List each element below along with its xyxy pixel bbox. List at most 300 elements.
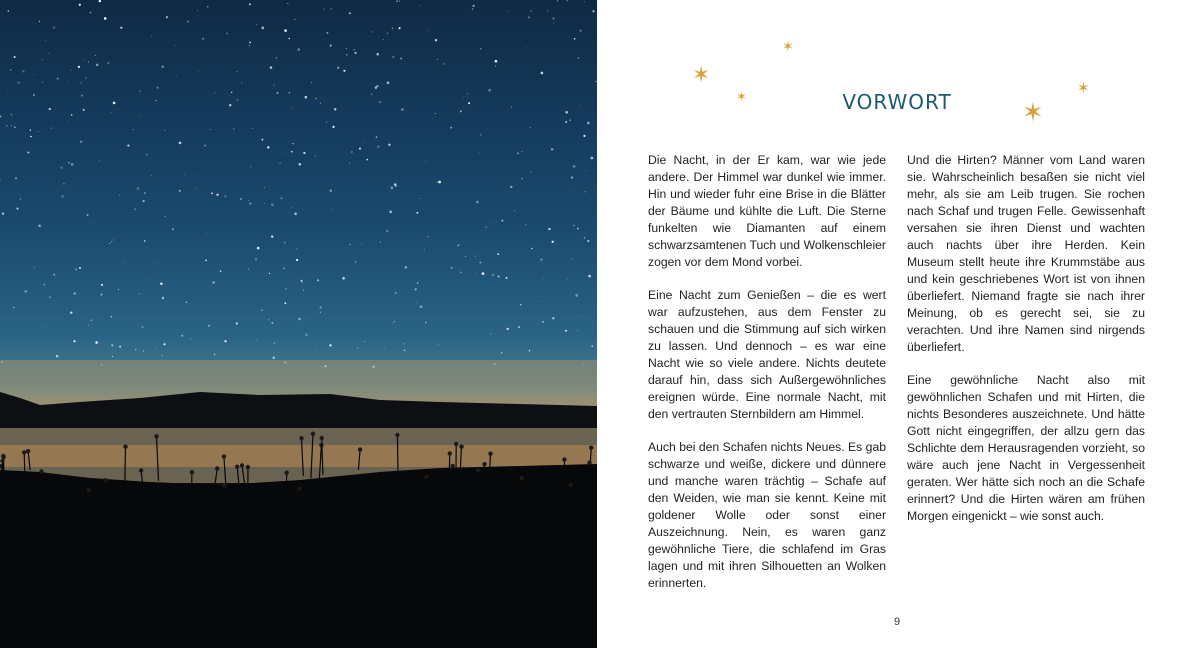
star-dot [226,33,228,35]
star-dot [73,292,76,295]
text-column-left [648,152,886,608]
star-dot [343,70,345,72]
star-dot [147,279,148,280]
star-dot [112,356,113,357]
star-dot [565,121,567,123]
star-dot [531,248,532,249]
six-point-star-icon: ✶ [782,38,794,54]
star-dot [2,213,4,215]
star-dot [501,352,502,353]
star-dot [359,147,361,149]
star-dot [101,294,103,296]
star-dot [216,194,218,196]
star-dot [317,279,319,281]
star-dot [517,152,518,153]
star-dot [284,242,286,244]
star-dot [577,330,578,331]
star-dot [320,312,321,313]
grass-seedhead [26,449,30,453]
star-dot [14,56,16,58]
star-dot [292,143,293,144]
star-dot [96,64,99,67]
star-dot [580,105,581,106]
star-dot [144,192,146,194]
star-dot [302,282,303,283]
star-dot [435,113,436,114]
star-dot [262,139,264,141]
star-dot [272,357,275,360]
starfield [0,0,597,370]
grass-seedhead [311,432,315,436]
star-dot [573,165,576,168]
star-dot [118,289,119,290]
star-dot [506,277,508,279]
star-dot [256,340,257,341]
star-dot [39,21,40,22]
star-dot [351,151,352,152]
star-dot [376,85,378,87]
star-dot [417,282,419,284]
star-dot [315,156,316,157]
star-dot [156,100,157,101]
star-dot [395,292,397,294]
star-dot [565,330,567,332]
star-dot [161,65,163,67]
text-column-right [907,152,1145,541]
star-dot [472,8,474,10]
star-dot [15,177,17,179]
star-dot [179,190,181,192]
grass-seedhead [297,487,301,491]
star-dot [376,53,379,56]
star-dot [162,297,164,299]
star-dot [496,222,497,223]
star-dot [389,210,392,213]
star-dot [267,146,269,148]
star-dot [8,10,10,12]
grass-seedhead [358,447,362,451]
star-dot [372,31,373,32]
star-dot [362,244,363,245]
star-dot [99,0,101,2]
star-dot [255,258,257,260]
star-dot [488,89,491,92]
star-dot [139,90,140,91]
grass-seedhead [587,461,591,465]
star-dot [151,175,152,176]
grass-seedhead [482,462,486,466]
star-dot [346,48,347,49]
star-dot [548,228,550,230]
star-dot [326,32,328,34]
grass-seedhead [215,466,219,470]
star-dot [401,108,403,110]
star-dot [236,71,238,73]
star-dot [497,253,499,255]
star-dot [264,203,265,204]
star-dot [552,241,554,243]
star-dot [592,10,594,12]
grass-seedhead [222,454,226,458]
star-dot [521,178,523,180]
star-dot [236,322,238,324]
star-dot [67,121,68,122]
star-dot [525,224,526,225]
star-dot [490,334,491,335]
star-dot [92,221,93,222]
star-dot [162,355,164,357]
star-dot [107,62,109,64]
grass-seedhead [139,468,143,472]
star-dot [273,342,275,344]
star-dot [249,42,251,44]
star-dot [271,203,274,206]
star-dot [51,128,52,129]
grass-seedhead [424,475,428,479]
star-dot [10,69,12,71]
star-dot [578,316,579,317]
star-dot [566,0,567,1]
star-dot [557,0,559,2]
grass-seedhead [519,476,523,480]
star-dot [166,16,168,18]
star-dot [435,39,437,41]
star-dot [420,198,421,199]
star-dot [329,344,331,346]
star-dot [42,82,43,83]
star-dot [525,47,526,48]
star-dot [354,49,355,50]
star-dot [392,323,393,324]
star-dot [298,318,300,320]
star-dot [355,261,357,263]
grass-seedhead [87,488,91,492]
star-dot [399,1,400,2]
star-dot [467,93,468,94]
star-dot [284,29,287,32]
star-dot [287,3,288,4]
grass-seedhead [103,478,107,482]
star-dot [330,8,331,9]
star-dot [479,152,480,153]
star-dot [87,214,89,216]
star-dot [463,97,464,98]
six-point-star-icon: ✶ [1077,80,1090,97]
star-dot [142,326,144,328]
grass-seedhead [299,436,303,440]
star-dot [49,108,51,110]
star-dot [438,181,441,184]
star-dot [330,45,332,47]
star-dot [261,309,263,311]
star-dot [271,235,273,237]
star-dot [425,161,426,162]
star-dot [400,58,402,60]
star-dot [565,111,568,114]
star-dot [111,241,112,242]
star-dot [425,322,426,323]
star-dot [179,142,182,145]
star-dot [73,340,75,342]
star-dot [111,112,112,113]
star-dot [53,26,55,28]
star-dot [386,230,388,232]
star-dot [120,27,122,29]
star-dot [211,192,213,194]
star-dot [450,127,452,129]
grass-seedhead [488,452,492,456]
star-dot [45,40,46,41]
star-dot [530,171,531,172]
star-dot [122,262,123,263]
star-dot [569,119,571,121]
star-dot [420,5,421,6]
star-dot [43,284,45,286]
star-dot [205,259,207,261]
star-dot [332,126,334,128]
star-dot [529,350,530,351]
star-dot [99,160,100,161]
star-dot [301,280,303,282]
star-dot [485,226,487,228]
star-dot [396,0,398,2]
star-dot [334,108,336,110]
star-dot [585,171,586,172]
star-dot [579,29,581,31]
star-dot [443,63,445,65]
star-dot [13,307,14,308]
star-dot [404,343,405,344]
star-dot [475,272,476,273]
grass-seedhead [246,465,250,469]
grass-seedhead [562,457,566,461]
star-dot [551,148,553,150]
star-dot [542,278,543,279]
star-dot [283,268,284,269]
star-dot [206,233,207,234]
star-dot [577,57,579,59]
star-dot [139,116,140,117]
star-dot [111,316,113,318]
star-dot [420,305,423,308]
star-dot [587,240,589,242]
star-dot [541,296,542,297]
star-dot [104,17,107,20]
star-dot [416,212,418,214]
star-dot [143,200,145,202]
star-dot [19,198,21,200]
star-dot [268,319,270,321]
star-dot [249,45,250,46]
star-dot [394,321,395,322]
star-dot [71,114,73,116]
star-dot [60,167,62,169]
six-point-star-icon: ✶ [736,89,747,104]
star-dot [364,341,365,342]
star-dot [164,343,166,345]
star-dot [248,200,249,201]
grass-seedhead [190,470,194,474]
star-dot [294,19,295,20]
star-dot [249,203,251,205]
grass-seedhead [454,442,458,446]
star-dot [34,267,35,268]
star-dot [75,268,77,270]
star-dot [276,92,278,94]
star-dot [437,59,438,60]
star-dot [113,239,114,240]
star-dot [273,85,274,86]
star-dot [552,317,554,319]
star-dot [303,290,304,291]
star-dot [224,340,226,342]
star-dot [95,341,98,344]
star-dot [451,267,452,268]
star-dot [195,188,196,189]
star-dot [553,23,554,24]
page-title: VORWORT [842,90,952,114]
star-dot [371,93,373,95]
star-dot [250,166,251,167]
star-dot [364,142,365,143]
star-dot [323,9,324,10]
star-dot [288,38,290,40]
star-dot [540,258,542,260]
star-dot [475,256,476,257]
star-dot [111,344,113,346]
star-dot [289,92,290,93]
star-dot [528,16,530,18]
star-dot [0,180,1,182]
star-dot [240,198,241,199]
star-dot [391,187,394,190]
star-dot [156,86,158,88]
star-dot [291,108,292,109]
star-dot [349,244,351,246]
star-dot [237,105,238,106]
star-dot [79,4,81,6]
star-dot [380,242,381,243]
star-dot [326,122,327,123]
lake-glow [0,445,597,467]
star-dot [395,185,397,187]
star-dot [68,162,70,164]
star-dot [284,302,286,304]
star-dot [315,98,317,100]
star-dot [280,197,282,199]
star-dot [587,122,590,125]
grass-seedhead [395,433,399,437]
star-dot [208,325,210,327]
star-dot [572,258,573,259]
star-dot [305,96,308,99]
page-number: 9 [893,616,901,628]
star-dot [542,321,544,323]
grass-blade [125,447,126,490]
star-dot [70,70,71,71]
star-dot [146,154,147,155]
paragraph: Eine Nacht zum Genießen – die es wert war aufzustehen, aus dem Fenster zu schauen und die Stimmung auf sich wirken zu lassen. Und dennoch – es war eine Nacht wie so viele andere. Nichts deutete darauf hin, dass sich Außergewöhnliches ereignen würde. Eine normale Nacht, mit den vertrauten Sternbildern am Himmel. [648,288,886,421]
star-dot [210,129,211,130]
star-dot [34,74,35,75]
star-dot [198,70,199,71]
star-dot [437,182,438,183]
star-dot [511,107,512,108]
star-dot [296,259,298,261]
star-dot [17,81,20,84]
star-dot [78,66,80,68]
star-dot [101,284,103,286]
star-dot [139,293,140,294]
star-dot [320,103,321,104]
star-dot [257,247,260,250]
star-dot [520,304,521,305]
star-dot [184,174,185,175]
star-dot [231,92,232,93]
star-dot [495,60,498,63]
star-dot [14,126,16,128]
star-dot [349,12,351,14]
star-dot [414,288,417,291]
star-dot [220,270,222,272]
star-dot [144,240,145,241]
star-dot [172,228,174,230]
star-dot [392,56,394,58]
star-dot [530,10,531,11]
star-dot [547,10,548,11]
star-dot [229,104,231,106]
grass-seedhead [0,459,4,463]
star-dot [187,20,189,22]
text-page [597,0,1194,648]
star-dot [507,11,508,12]
star-dot [369,52,370,53]
star-dot [383,39,384,40]
grass-seedhead [459,445,463,449]
star-dot [71,163,74,166]
star-dot [588,275,591,278]
star-dot [151,36,152,37]
star-dot [156,347,157,348]
star-dot [294,212,297,215]
star-dot [581,65,582,66]
star-dot [207,6,208,7]
star-dot [366,159,368,161]
star-dot [95,55,96,56]
grass-seedhead [448,451,452,455]
star-dot [181,335,183,337]
star-dot [143,350,144,351]
star-dot [6,125,8,127]
star-dot [252,128,253,129]
star-dot [424,249,425,250]
star-dot [270,66,272,68]
star-dot [480,134,481,135]
grass-seedhead [235,465,239,469]
star-dot [215,92,216,93]
star-dot [79,267,81,269]
star-dot [285,153,286,154]
star-dot [583,135,585,137]
star-dot [68,81,69,82]
star-dot [291,151,293,153]
star-dot [459,269,460,270]
star-dot [458,245,460,247]
star-dot [541,72,544,75]
star-dot [292,207,293,208]
star-dot [465,256,466,257]
grass-seedhead [240,463,244,467]
